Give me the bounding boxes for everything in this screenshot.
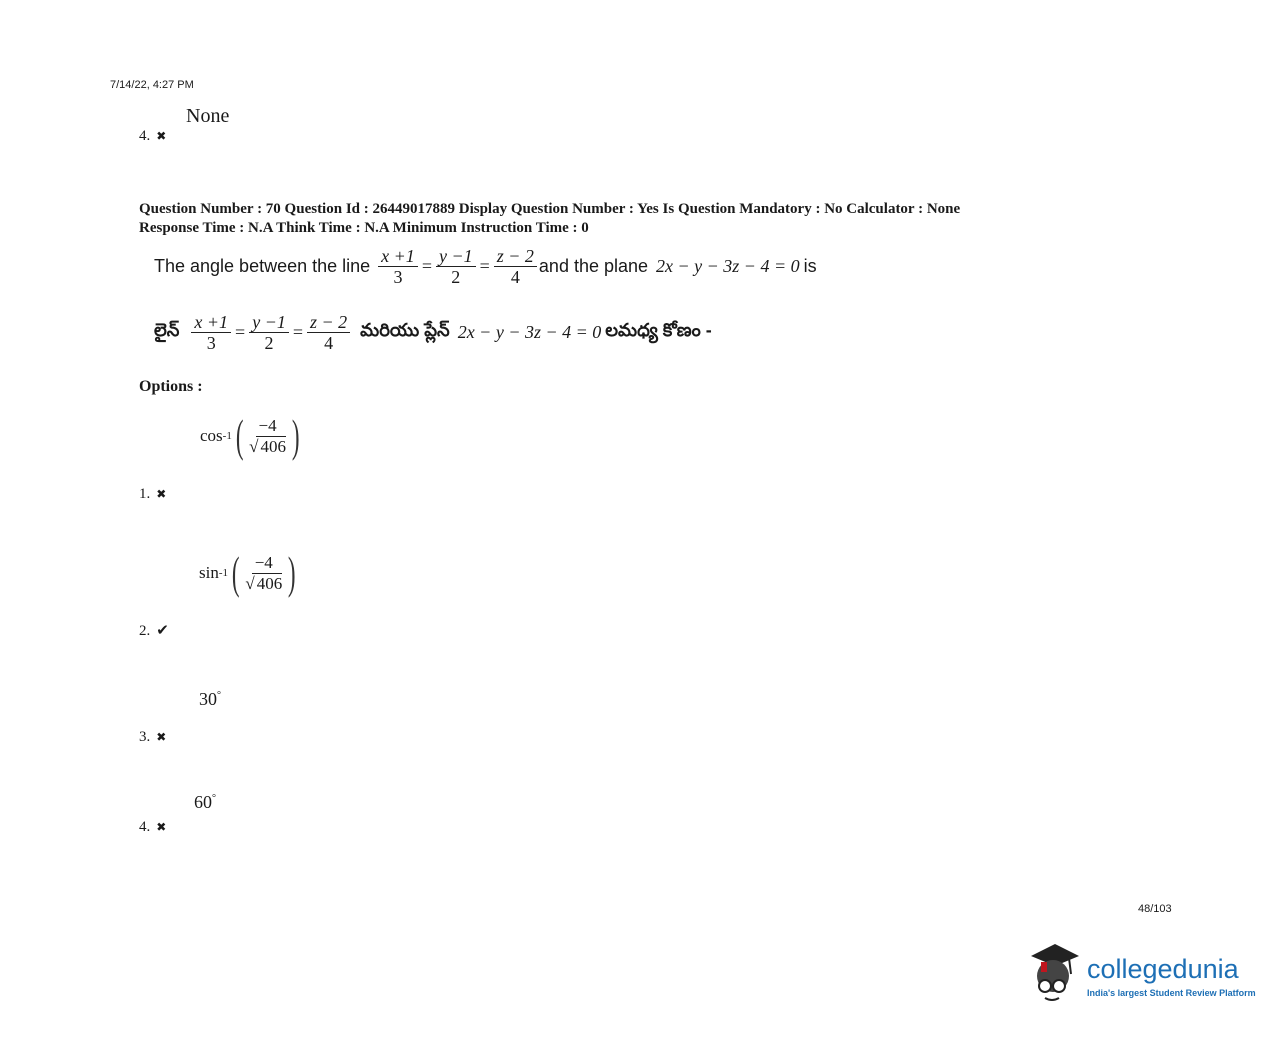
option-1-formula: cos -1 ( $\frac{-4}{√ 406}$ ) xyxy=(200,410,300,461)
previous-option-number: 4. ✖ xyxy=(139,128,167,144)
option-3-value: 30° xyxy=(199,689,221,709)
option-3-number: 3. ✖ xyxy=(139,729,167,745)
logo-wordmark: collegedunia xyxy=(1087,954,1239,984)
plane-equation-te: 2x − y − 3z − 4 = 0 xyxy=(457,322,602,342)
question-english: The angle between the line $\frac{x +1}{3}$ = $\frac{y -1}{2}$ = $\frac{z - 2}{4}$ and the plane 2x − y − 3z − 4 = 0 is xyxy=(154,246,817,287)
check-icon: ✔ xyxy=(156,623,169,639)
question-mid: and the plane xyxy=(538,256,649,276)
question-meta-line1: Question Number : 70 Question Id : 26449017889 Display Question Number : Yes Is Question Mandatory : No Calculator : None xyxy=(139,201,961,217)
question-suffix: is xyxy=(803,256,817,276)
option-4-value: 60° xyxy=(194,792,216,812)
collegedunia-logo xyxy=(1025,940,1256,1006)
fraction-x-te: $\frac{x +1}{3}$ xyxy=(191,312,231,353)
option-1-number: 1. ✖ xyxy=(139,486,167,502)
option-2-formula: sin -1 ( $\frac{-4}{√ 406}$ ) xyxy=(199,547,296,598)
page-number: 48/103 xyxy=(1138,903,1172,915)
plane-equation: 2x − y − 3z − 4 = 0 xyxy=(656,256,800,276)
question-meta-line2: Response Time : N.A Think Time : N.A Minimum Instruction Time : 0 xyxy=(139,220,589,236)
option-2-number: 2. ✔ xyxy=(139,623,169,639)
fraction-y: $\frac{y -1}{2}$ xyxy=(436,246,476,287)
fraction-x: $\frac{x +1}{3}$ xyxy=(378,246,418,287)
cross-icon: ✖ xyxy=(156,820,167,834)
logo-tagline: India's largest Student Review Platform xyxy=(1087,988,1256,998)
fraction-z: $\frac{z - 2}{4}$ xyxy=(494,246,537,287)
option-4-number: 4. ✖ xyxy=(139,819,167,835)
telugu-suffix: లమధ్య కోణం - xyxy=(605,320,712,340)
print-timestamp: 7/14/22, 4:27 PM xyxy=(110,79,194,91)
cross-icon: ✖ xyxy=(156,487,167,501)
cross-icon: ✖ xyxy=(156,730,167,744)
mascot-icon xyxy=(1025,940,1083,1006)
telugu-prefix: లైన్ xyxy=(154,320,180,340)
fraction-z-te: $\frac{z - 2}{4}$ xyxy=(307,312,350,353)
question-prefix: The angle between the line xyxy=(154,256,371,276)
telugu-mid: మరియు ప్లేన్ xyxy=(360,320,450,340)
cross-icon: ✖ xyxy=(156,129,167,143)
question-telugu: లైన్ $\frac{x +1}{3}$ = $\frac{y -1}{2}$ = $\frac{z - 2}{4}$ మరియు ప్లేన్ 2x − y − 3z − 4 = 0 లమధ్య కోణం - xyxy=(154,312,712,353)
fraction-y-te: $\frac{y -1}{2}$ xyxy=(249,312,289,353)
options-heading: Options : xyxy=(139,378,203,395)
previous-option-text: None xyxy=(186,105,230,127)
